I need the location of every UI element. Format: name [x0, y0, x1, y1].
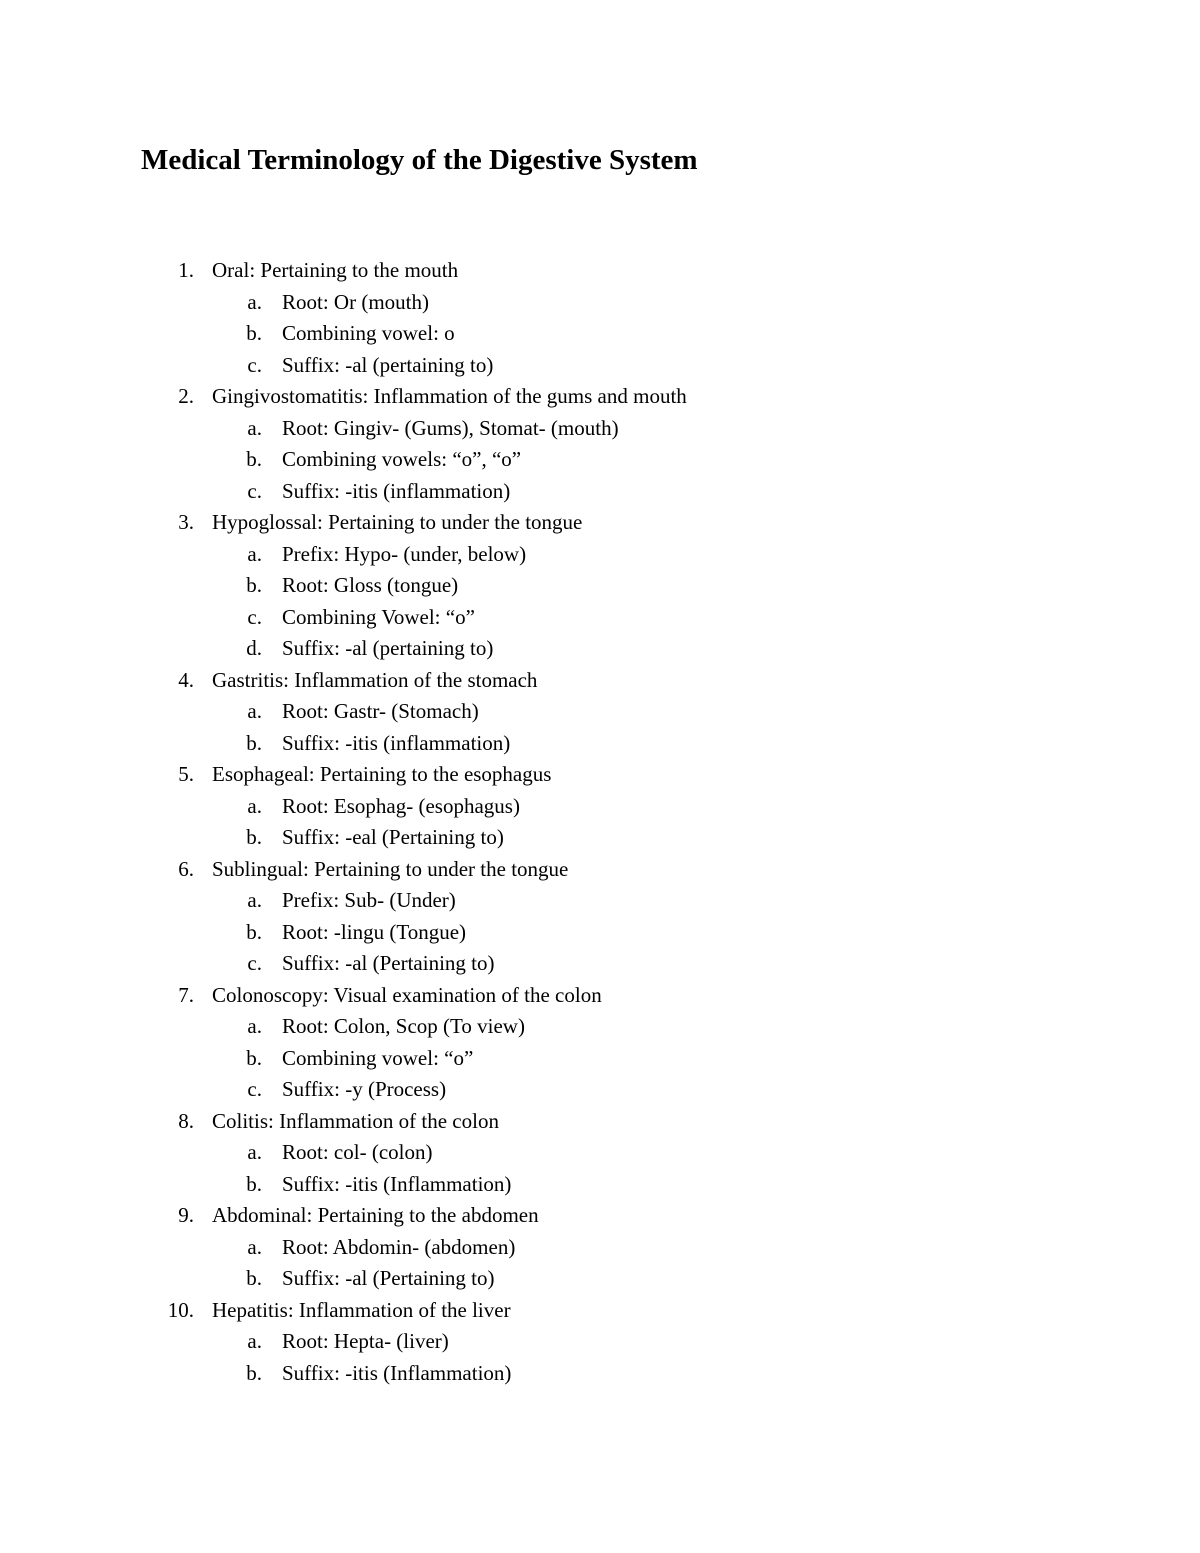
term-number: 1. — [178, 258, 194, 282]
term-definition: Hepatitis: Inflammation of the liver — [212, 1297, 511, 1322]
word-part-letter: c. — [247, 604, 262, 629]
word-part-letter: c. — [247, 1077, 262, 1101]
word-part-text: Root: Gloss (tongue) — [282, 573, 459, 597]
term-definition: Abdominal: Pertaining to the abdomen — [212, 1203, 539, 1227]
word-part-letter: c. — [247, 478, 262, 503]
word-part-text: Suffix: -itis (inflammation) — [282, 730, 511, 755]
term-number: 4. — [178, 667, 194, 692]
word-part-letter: b. — [246, 825, 262, 849]
word-part-letter: a. — [247, 541, 262, 566]
term-number: 8. — [178, 1108, 194, 1133]
word-part-letter: b. — [246, 1360, 262, 1385]
word-part-text: Root: Colon, Scop (To view) — [282, 1014, 525, 1038]
word-part-text: Root: Abdomin- (abdomen) — [282, 1234, 516, 1259]
word-part-text: Root: -lingu (Tongue) — [282, 919, 467, 944]
term-definition: Oral: Pertaining to the mouth — [212, 258, 459, 282]
term-definition: Gingivostomatitis: Inflammation of the gums and mouth — [212, 384, 687, 408]
word-part-text: Root: Hepta- (liver) — [282, 1329, 449, 1353]
word-part-letter: b. — [246, 1266, 262, 1290]
word-part-text: Combining vowel: “o” — [282, 1045, 474, 1070]
term-number: 7. — [178, 982, 194, 1007]
word-part-text: Combining vowel: o — [282, 321, 455, 345]
term-number: 5. — [178, 762, 194, 786]
word-part-text: Suffix: -al (pertaining to) — [282, 352, 494, 377]
word-part-text: Combining Vowel: “o” — [282, 604, 475, 629]
term-definition: Hypoglossal: Pertaining to under the tongue — [212, 510, 583, 534]
word-part-letter: b. — [246, 573, 262, 597]
word-part-letter: a. — [247, 1234, 262, 1259]
word-part-letter: a. — [247, 699, 262, 723]
word-part-letter: b. — [246, 1045, 262, 1070]
word-part-letter: a. — [247, 793, 262, 818]
word-part-letter: a. — [247, 1140, 262, 1164]
word-part-letter: a. — [247, 289, 262, 314]
word-part-text: Prefix: Hypo- (under, below) — [282, 541, 527, 566]
word-part-letter: b. — [246, 447, 262, 471]
term-definition: Esophageal: Pertaining to the esophagus — [212, 762, 552, 786]
word-part-text: Suffix: -y (Process) — [282, 1077, 447, 1101]
word-part-letter: b. — [246, 919, 262, 944]
word-part-text: Root: Or (mouth) — [282, 289, 429, 314]
term-number: 2. — [178, 384, 194, 408]
word-part-text: Root: col- (colon) — [282, 1140, 433, 1164]
word-part-letter: a. — [247, 1014, 262, 1038]
word-part-letter: a. — [247, 415, 262, 440]
word-part-text: Suffix: -itis (Inflammation) — [282, 1171, 512, 1196]
word-part-text: Combining vowels: “o”, “o” — [282, 447, 522, 471]
word-part-text: Root: Gingiv- (Gums), Stomat- (mouth) — [282, 415, 619, 440]
term-definition: Sublingual: Pertaining to under the tongue — [212, 856, 569, 881]
word-part-text: Suffix: -itis (Inflammation) — [282, 1360, 512, 1385]
word-part-letter: a. — [247, 1329, 262, 1353]
word-part-text: Suffix: -itis (inflammation) — [282, 478, 511, 503]
word-part-letter: c. — [247, 352, 262, 377]
word-part-letter: a. — [247, 888, 262, 912]
term-number: 6. — [178, 856, 194, 881]
word-part-text: Suffix: -al (Pertaining to) — [282, 951, 495, 975]
word-part-text: Root: Esophag- (esophagus) — [282, 793, 520, 818]
word-part-text: Prefix: Sub- (Under) — [282, 888, 456, 912]
word-part-text: Suffix: -al (pertaining to) — [282, 636, 494, 660]
term-definition: Gastritis: Inflammation of the stomach — [212, 667, 538, 692]
page-title: Medical Terminology of the Digestive System — [141, 144, 698, 176]
term-number: 10. — [167, 1297, 194, 1322]
word-part-letter: b. — [246, 1171, 262, 1196]
term-number: 9. — [178, 1203, 194, 1227]
term-definition: Colitis: Inflammation of the colon — [212, 1108, 499, 1133]
term-definition: Colonoscopy: Visual examination of the colon — [212, 982, 602, 1007]
term-number: 3. — [178, 510, 194, 534]
word-part-text: Root: Gastr- (Stomach) — [282, 699, 479, 723]
word-part-text: Suffix: -eal (Pertaining to) — [282, 825, 504, 849]
word-part-letter: b. — [246, 730, 262, 755]
word-part-letter: d. — [246, 636, 262, 660]
word-part-letter: c. — [247, 951, 262, 975]
word-part-text: Suffix: -al (Pertaining to) — [282, 1266, 495, 1290]
word-part-letter: b. — [246, 321, 262, 345]
